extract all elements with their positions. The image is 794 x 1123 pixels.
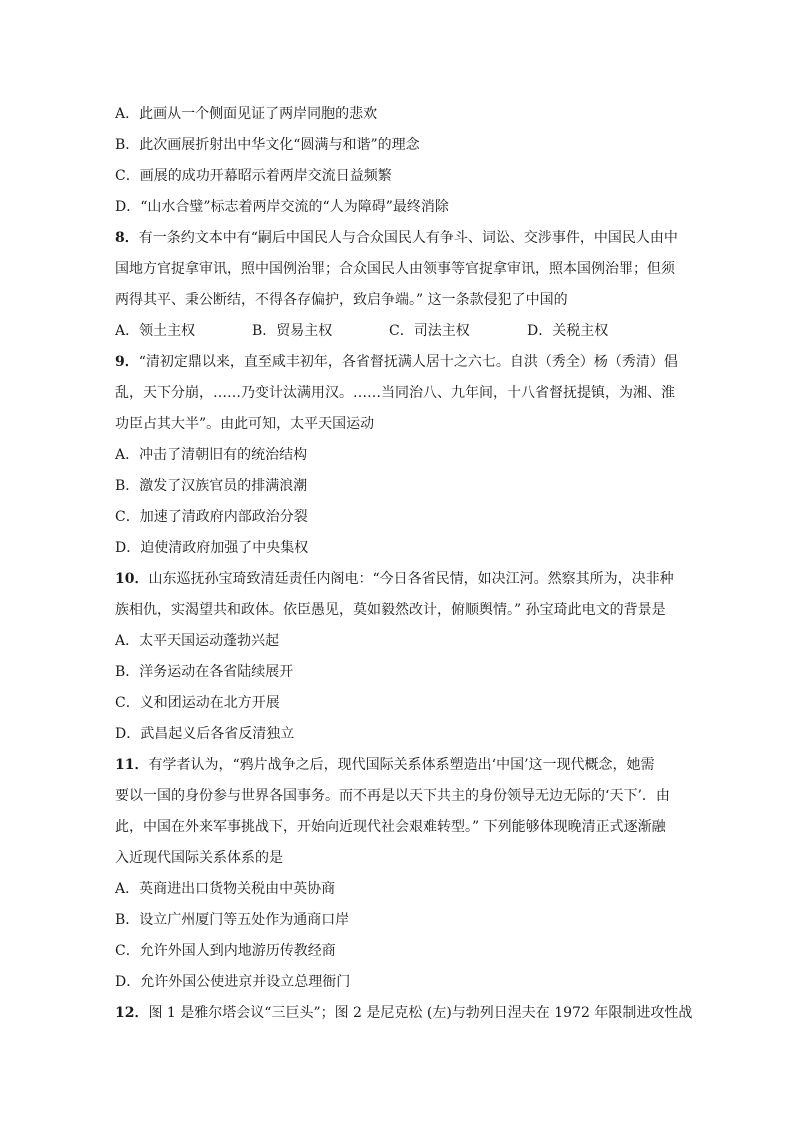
q10-number: 10． — [115, 571, 149, 587]
q8-option-a: A．领土主权 — [115, 323, 196, 339]
q11-number: 11． — [115, 757, 149, 773]
q12-text-1: 图 1 是雅尔塔会议“三巨头”；图 2 是尼克松 (左)与勃列日涅夫在 1972 年限制进攻性战 — [148, 1005, 693, 1021]
q8-number: 8． — [115, 230, 139, 246]
q7-option-b: B．此次画展折射出中华文化“圆满与和谐”的理念 — [115, 137, 420, 153]
q9-stem-line-2: 乱，天下分崩，……乃变计汰满用汉。……当同治八、九年间，十八省督抚提镇，为湘、淮 — [115, 385, 675, 401]
q12-number: 12． — [115, 1005, 149, 1021]
q8-stem-line-2: 国地方官捉拿审讯，照中国例治罪；合众国民人由领事等官捉拿审讯，照本国例治罪；但须 — [115, 261, 675, 277]
q9-option-d: D．迫使清政府加强了中央集权 — [115, 540, 309, 556]
q10-option-d: D．武昌起义后各省反清独立 — [115, 726, 295, 742]
q11-stem-line-4: 入近现代国际关系体系的是 — [115, 850, 283, 866]
q7-option-d: D．“山水合璧”标志着两岸交流的“人为障碍”最终消除 — [115, 199, 449, 215]
q11-stem-line-2: 要以一国的身份参与世界各国事务。而不再是以天下共主的身份领导无边无际的‘天下’．由 — [115, 788, 670, 804]
q8-stem-line-3: 两得其平、秉公断结，不得各存偏护，致启争端。” 这一条款侵犯了中国的 — [115, 292, 568, 308]
q11-text-1: 有学者认为，“鸦片战争之后，现代国际关系体系塑造出‘中国’这一现代概念，她需 — [148, 757, 655, 773]
q8-options-row — [115, 316, 685, 347]
q9-number: 9． — [115, 354, 139, 370]
q10-text-1: 山东巡抚孙宝琦致清廷责任内阁电：“今日各省民情，如决江河。然察其所为，决非种 — [148, 571, 674, 587]
q8-stem-line-1 — [115, 223, 685, 254]
q8-option-c: C．司法主权 — [389, 323, 470, 339]
q10-option-b: B．洋务运动在各省陆续展开 — [115, 664, 294, 680]
q9-stem-line-1 — [115, 347, 685, 378]
q7-option-a: A．此画从一个侧面见证了两岸同胞的悲欢 — [115, 106, 378, 122]
q8-option-b: B．贸易主权 — [252, 323, 333, 339]
q7-option-c: C．画展的成功开幕昭示着两岸交流日益频繁 — [115, 168, 392, 184]
q10-option-a: A．太平天国运动蓬勃兴起 — [115, 633, 280, 649]
q10-stem-line-1 — [115, 564, 685, 595]
question-content — [115, 99, 693, 1029]
q11-option-b: B．设立广州厦门等五处作为通商口岸 — [115, 912, 350, 928]
q9-stem-line-3: 功臣占其大半”。由此可知，太平天国运动 — [115, 416, 375, 432]
q11-option-c: C．允许外国人到内地游历传教经商 — [115, 943, 336, 959]
q9-text-1: “清初定鼎以来，直至咸丰初年，各省督抚满人居十之六七。自洪（秀全）杨（秀清）倡 — [138, 354, 678, 370]
q8-option-d: D．关税主权 — [527, 323, 609, 339]
q11-option-a: A．英商进出口货物关税由中英协商 — [115, 881, 336, 897]
q11-stem-line-3: 此，中国在外来军事挑战下，开始向近现代社会艰难转型。” 下列能够体现晚清正式逐渐融 — [115, 819, 666, 835]
q11-option-d: D．允许外国公使进京并设立总理衙门 — [115, 974, 351, 990]
q9-option-c: C．加速了清政府内部政治分裂 — [115, 509, 308, 525]
q10-stem-line-2: 族相仇，实渴望共和政体。依臣愚见，莫如毅然改计，俯顺舆情。” 孙宝琦此电文的背景是 — [115, 602, 666, 618]
q12-stem-line-1 — [115, 998, 693, 1029]
q11-stem-line-1 — [115, 750, 685, 781]
q9-option-a: A．冲击了清朝旧有的统治结构 — [115, 447, 308, 463]
q8-text-1: 有一条约文本中有“嗣后中国民人与合众国民人有争斗、词讼、交涉事件，中国民人由中 — [138, 230, 678, 246]
q10-option-c: C．义和团运动在北方开展 — [115, 695, 280, 711]
q9-option-b: B．激发了汉族官员的排满浪潮 — [115, 478, 308, 494]
